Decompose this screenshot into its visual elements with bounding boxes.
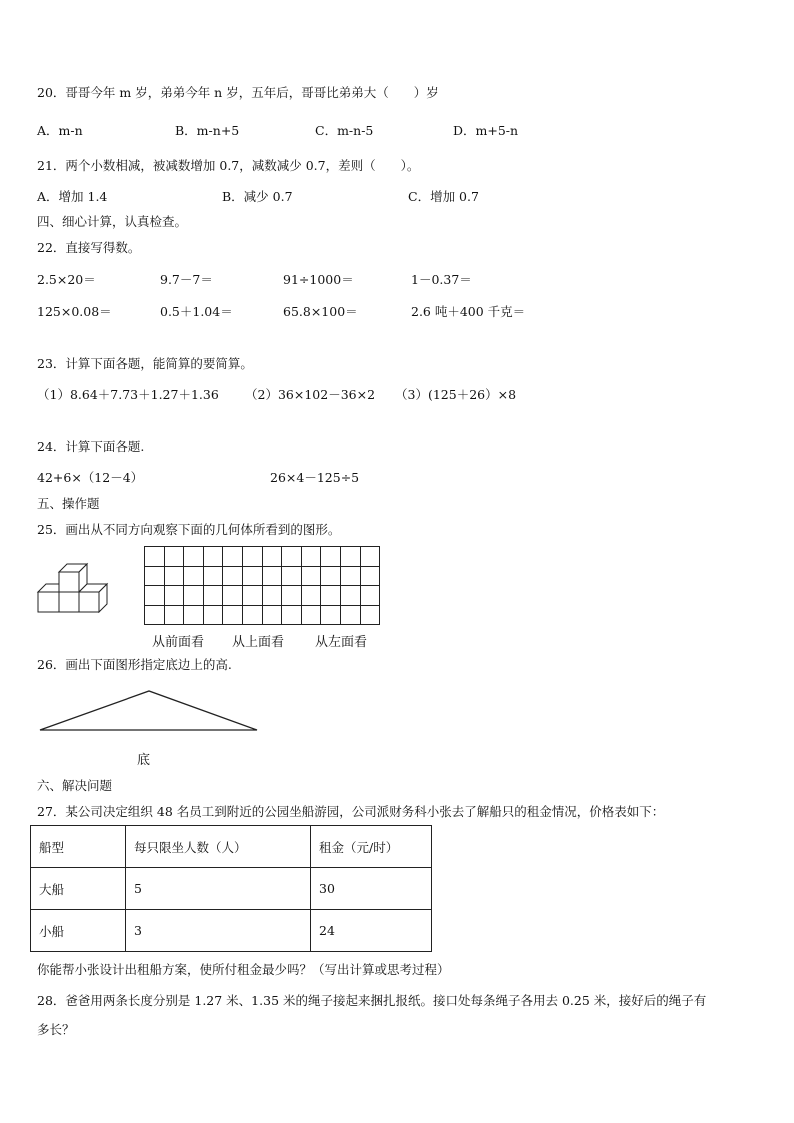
grid-cell[interactable] [340,566,360,586]
q22-item: 1－0.37＝ [411,272,472,287]
q22-item: 91÷1000＝ [283,272,354,287]
grid-cell[interactable] [340,547,360,567]
table-cell: 小船 [31,910,126,952]
question-28-line2: 多长？ [37,1022,75,1037]
boat-price-table [30,825,432,952]
grid-cell[interactable] [223,566,243,586]
q24-item-1: 42+6×（12－4） [37,470,144,485]
q27-question: 你能帮小张设计出租船方案，使所付租金最少吗？（写出计算或思考过程） [37,962,450,977]
question-23: 23．计算下面各题，能简算的要简算。 [37,356,253,371]
grid-cell[interactable] [262,566,282,586]
grid-cell[interactable] [184,586,204,606]
q20-option-a: A．m-n [37,123,83,138]
q21-option-c: C．增加 0.7 [408,189,479,204]
question-25: 25．画出从不同方向观察下面的几何体所看到的图形。 [37,522,341,537]
grid-cell[interactable] [203,547,223,567]
label-left-view: 从左面看 [315,635,368,650]
q21-option-b: B．减少 0.7 [222,189,293,204]
question-22: 22．直接写得数。 [37,240,141,255]
question-20: 20．哥哥今年 m 岁，弟弟今年 n 岁，五年后，哥哥比弟弟大（ ）岁 [37,85,439,100]
table-header-cell: 船型 [31,826,126,868]
grid-row [145,547,380,567]
grid-row [145,605,380,625]
grid-cell[interactable] [301,586,321,606]
grid-cell[interactable] [164,566,184,586]
q22-item: 125×0.08＝ [37,304,112,319]
grid-cell[interactable] [242,547,262,567]
question-26: 26．画出下面图形指定底边上的高. [37,657,232,672]
table-cell: 24 [311,910,432,952]
q24-item-2: 26×4－125÷5 [270,470,360,485]
grid-cell[interactable] [340,605,360,625]
grid-cell[interactable] [242,586,262,606]
grid-cell[interactable] [301,566,321,586]
grid-cell[interactable] [340,586,360,606]
grid-cell[interactable] [282,605,302,625]
grid-cell[interactable] [321,547,341,567]
grid-cell[interactable] [164,586,184,606]
q23-item-2: （2）36×102－36×2 [245,387,376,402]
table-header-row [31,826,432,868]
grid-cell[interactable] [145,566,165,586]
grid-row [145,586,380,606]
grid-cell[interactable] [262,586,282,606]
question-27: 27．某公司决定组织 48 名员工到附近的公园坐船游园，公司派财务科小张去了解船只的租金情况，价格表如下： [37,804,665,819]
grid-cell[interactable] [321,586,341,606]
grid-cell[interactable] [184,547,204,567]
grid-cell[interactable] [262,605,282,625]
section-4-heading: 四、细心计算，认真检查。 [37,214,188,229]
grid-cell[interactable] [203,566,223,586]
q21-option-a: A．增加 1.4 [37,189,108,204]
grid-cell[interactable] [360,586,380,606]
section-6-heading: 六、解决问题 [37,778,113,793]
table-cell: 5 [126,868,311,910]
grid-cell[interactable] [242,605,262,625]
grid-cell[interactable] [223,586,243,606]
grid-cell[interactable] [301,547,321,567]
grid-cell[interactable] [282,547,302,567]
grid-cell[interactable] [282,586,302,606]
label-front-view: 从前面看 [152,635,205,650]
grid-cell[interactable] [203,605,223,625]
question-24: 24．计算下面各题. [37,439,145,454]
base-label: 底 [137,753,151,768]
grid-cell[interactable] [301,605,321,625]
table-header-cell: 每只限坐人数（人） [126,826,311,868]
grid-cell[interactable] [360,605,380,625]
grid-cell[interactable] [360,547,380,567]
q22-item: 2.5×20＝ [37,272,96,287]
grid-cell[interactable] [164,605,184,625]
q22-item: 2.6 吨＋400 千克＝ [411,304,526,319]
table-row [31,910,432,952]
question-28-line1: 28．爸爸用两条长度分别是 1.27 米、1.35 米的绳子接起来捆扎报纸。接口处每条绳子各用去 0.25 米，接好后的绳子有 [37,993,707,1008]
q23-item-3: （3）(125＋26）×8 [395,387,517,402]
grid-cell[interactable] [223,605,243,625]
q22-item: 0.5＋1.04＝ [160,304,233,319]
drawing-grid[interactable] [144,546,380,625]
cube-stack-figure [34,561,110,613]
grid-cell[interactable] [321,605,341,625]
grid-row [145,566,380,586]
grid-cell[interactable] [360,566,380,586]
table-cell: 30 [311,868,432,910]
grid-cell[interactable] [282,566,302,586]
question-21: 21．两个小数相减，被减数增加 0.7，减数减少 0.7，差则（ ）。 [37,158,420,173]
table-cell: 3 [126,910,311,952]
grid-cell[interactable] [164,547,184,567]
grid-cell[interactable] [145,586,165,606]
table-row [31,868,432,910]
grid-cell[interactable] [242,566,262,586]
q20-option-d: D．m+5-n [453,123,519,138]
table-header-cell: 租金（元/时） [311,826,432,868]
grid-cell[interactable] [203,586,223,606]
label-top-view: 从上面看 [232,635,285,650]
grid-cell[interactable] [184,566,204,586]
triangle-figure [38,688,260,734]
grid-cell[interactable] [184,605,204,625]
section-5-heading: 五、操作题 [37,496,100,511]
q20-option-c: C．m-n-5 [315,123,374,138]
grid-cell[interactable] [145,605,165,625]
q22-item: 65.8×100＝ [283,304,358,319]
grid-cell[interactable] [223,547,243,567]
grid-cell[interactable] [262,547,282,567]
grid-cell[interactable] [321,566,341,586]
grid-cell[interactable] [145,547,165,567]
q23-item-1: （1）8.64＋7.73＋1.27＋1.36 [37,387,219,402]
table-cell: 大船 [31,868,126,910]
q20-option-b: B．m-n+5 [175,123,240,138]
q22-item: 9.7－7＝ [160,272,213,287]
